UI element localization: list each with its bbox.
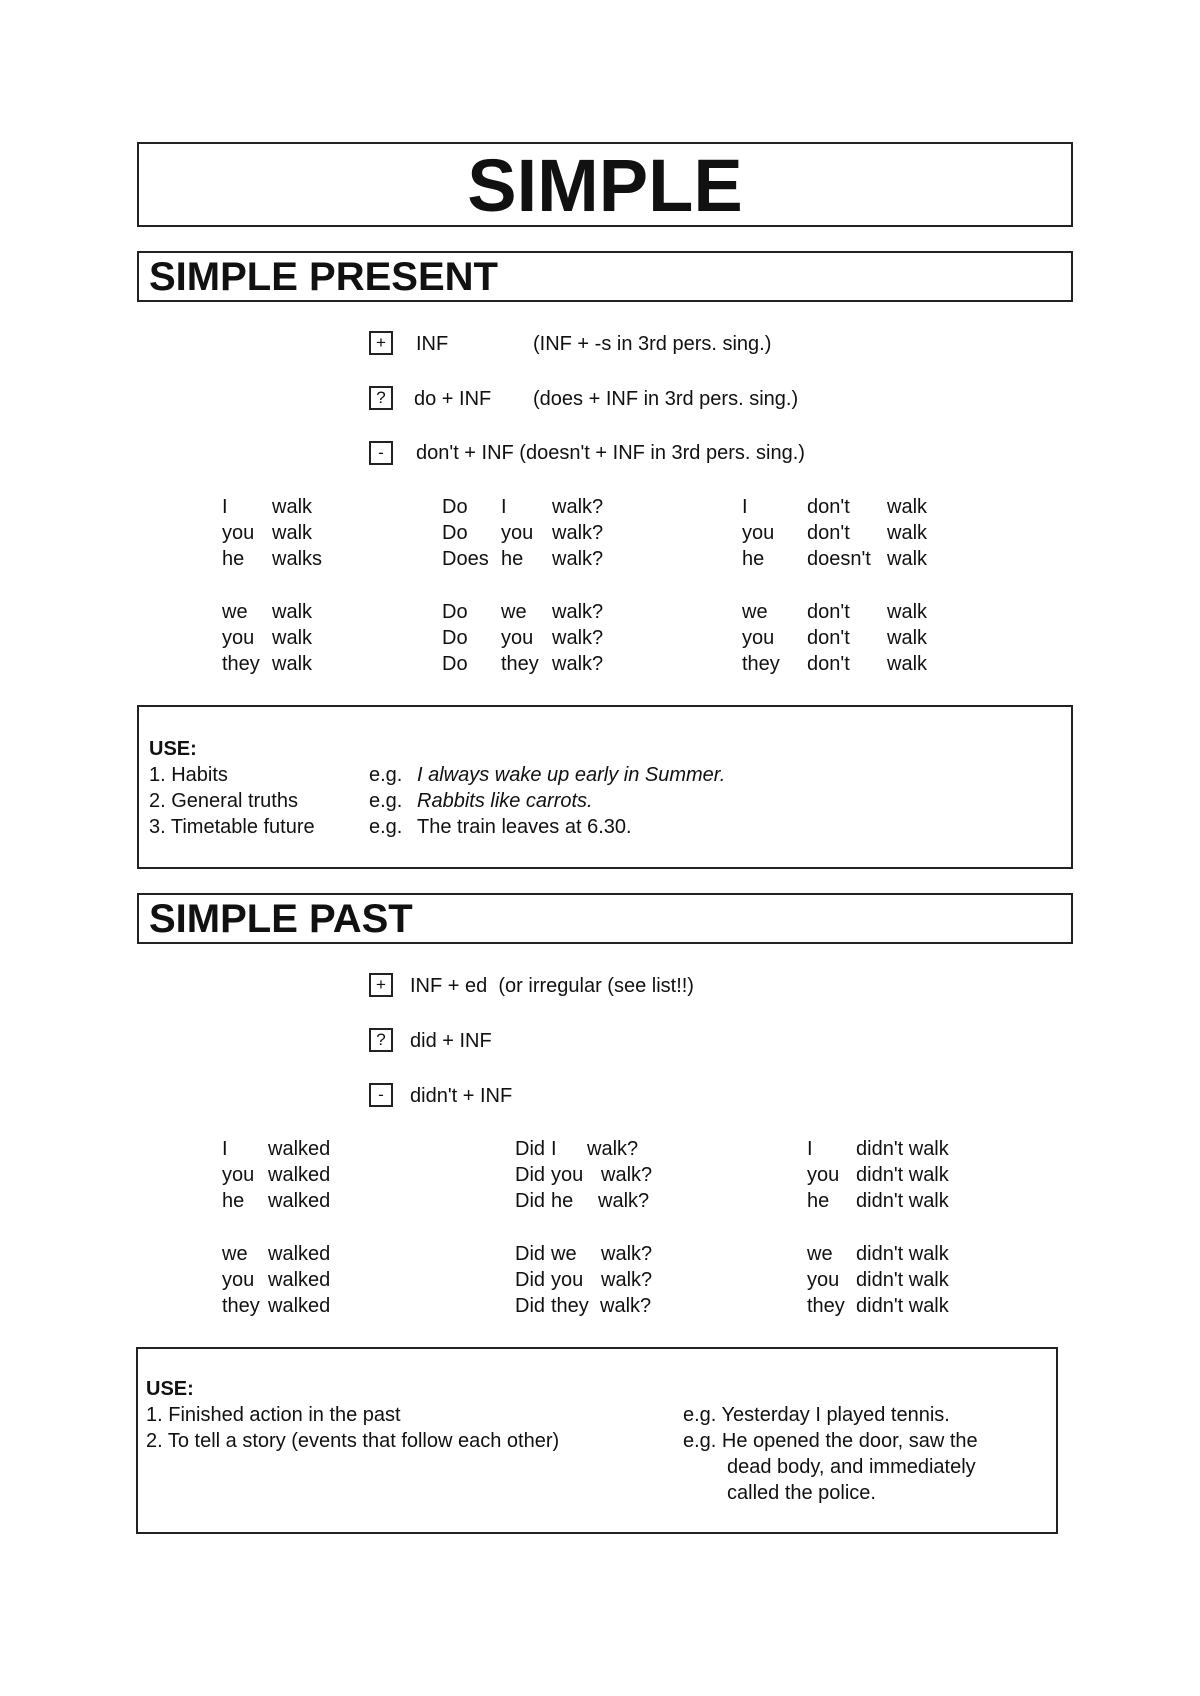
verb: walk [887, 601, 928, 623]
verb: walked [268, 1269, 331, 1291]
verb: walk [887, 548, 928, 570]
pronoun: they [551, 1295, 589, 1317]
verb: walk [887, 627, 928, 649]
verb: walk? [587, 1138, 639, 1160]
pronoun: you [807, 1164, 840, 1186]
verb: walk? [552, 522, 604, 544]
verb: walk [272, 522, 313, 544]
verb: didn't walk [856, 1269, 949, 1291]
verb: walked [268, 1243, 331, 1265]
auxiliary: Did [515, 1138, 546, 1160]
verb: walk? [598, 1190, 650, 1212]
pronoun: we [551, 1243, 577, 1265]
verb: walk? [552, 548, 604, 570]
use-item-label: 2. To tell a story (events that follow each other) [146, 1430, 560, 1452]
pronoun: they [222, 653, 260, 675]
pronoun: I [501, 496, 507, 518]
past-rule-formula: did + INF [410, 1030, 492, 1052]
past-rule-formula: didn't + INF [410, 1085, 513, 1107]
verb: didn't walk [856, 1138, 949, 1160]
present-rule-note: (INF + -s in 3rd pers. sing.) [533, 333, 772, 355]
present-rule-formula: INF [416, 333, 449, 355]
past-heading: SIMPLE PAST [149, 897, 413, 941]
verb: walk? [552, 653, 604, 675]
use-example: e.g. He opened the door, saw the [683, 1430, 978, 1452]
pronoun: they [742, 653, 780, 675]
verb: walk? [601, 1243, 653, 1265]
plus-symbol: + [369, 973, 393, 997]
pronoun: I [551, 1138, 557, 1160]
pronoun: you [742, 627, 775, 649]
pronoun: we [501, 601, 527, 623]
pronoun: you [551, 1269, 584, 1291]
pronoun: I [222, 496, 228, 518]
present-heading: SIMPLE PRESENT [149, 255, 498, 299]
verb: walk [272, 496, 313, 518]
use-item-label: 1. Habits [149, 764, 228, 786]
question-symbol: ? [369, 1028, 393, 1052]
verb: walk [887, 522, 928, 544]
past-use-box [136, 1347, 1058, 1534]
use-item-label: 2. General truths [149, 790, 298, 812]
use-example-continuation: called the police. [727, 1482, 876, 1504]
pronoun: they [222, 1295, 260, 1317]
pronoun: you [222, 627, 255, 649]
auxiliary: don't [807, 496, 850, 518]
past-heading-box [137, 893, 1073, 944]
pronoun: we [807, 1243, 833, 1265]
auxiliary: Did [515, 1190, 546, 1212]
pronoun: we [742, 601, 768, 623]
verb: walk [887, 653, 928, 675]
pronoun: he [807, 1190, 830, 1212]
auxiliary: Did [515, 1295, 546, 1317]
pronoun: we [222, 601, 248, 623]
pronoun: you [742, 522, 775, 544]
pronoun: I [742, 496, 748, 518]
auxiliary: Do [442, 601, 468, 623]
verb: walk? [552, 627, 604, 649]
use-eg: e.g. [369, 790, 403, 812]
pronoun: he [551, 1190, 574, 1212]
auxiliary: don't [807, 627, 850, 649]
pronoun: he [222, 548, 245, 570]
use-label: USE: [149, 738, 197, 760]
verb: didn't walk [856, 1164, 949, 1186]
pronoun: I [222, 1138, 228, 1160]
auxiliary: doesn't [807, 548, 871, 570]
pronoun: they [501, 653, 539, 675]
verb: walk? [601, 1269, 653, 1291]
plus-symbol: + [369, 331, 393, 355]
auxiliary: Do [442, 496, 468, 518]
use-example: Rabbits like carrots. [417, 790, 593, 812]
verb: walk? [552, 496, 604, 518]
auxiliary: don't [807, 601, 850, 623]
verb: walked [268, 1164, 331, 1186]
present-rule-note: (does + INF in 3rd pers. sing.) [533, 388, 799, 410]
use-example-continuation: dead body, and immediately [727, 1456, 976, 1478]
use-item-label: 1. Finished action in the past [146, 1404, 401, 1426]
verb: walked [268, 1295, 331, 1317]
pronoun: you [501, 522, 534, 544]
auxiliary: Do [442, 522, 468, 544]
verb: didn't walk [856, 1243, 949, 1265]
auxiliary: Do [442, 627, 468, 649]
use-example: The train leaves at 6.30. [417, 816, 632, 838]
use-eg: e.g. [369, 764, 403, 786]
pronoun: you [222, 1164, 255, 1186]
pronoun: you [551, 1164, 584, 1186]
use-example: e.g. Yesterday I played tennis. [683, 1404, 950, 1426]
minus-symbol: - [369, 441, 393, 465]
pronoun: they [807, 1295, 845, 1317]
verb: walk? [600, 1295, 652, 1317]
pronoun: he [222, 1190, 245, 1212]
pronoun: you [222, 1269, 255, 1291]
pronoun: he [742, 548, 765, 570]
auxiliary: Did [515, 1164, 546, 1186]
present-rule-formula: do + INF [414, 388, 492, 410]
verb: walked [268, 1138, 331, 1160]
auxiliary: don't [807, 522, 850, 544]
present-use-box [137, 705, 1073, 869]
page-title: SIMPLE [467, 144, 743, 227]
auxiliary: Did [515, 1269, 546, 1291]
verb: walk [272, 627, 313, 649]
pronoun: we [222, 1243, 248, 1265]
verb: walked [268, 1190, 331, 1212]
use-eg: e.g. [369, 816, 403, 838]
verb: walk [887, 496, 928, 518]
pronoun: you [501, 627, 534, 649]
present-heading-box [137, 251, 1073, 302]
verb: walk [272, 601, 313, 623]
auxiliary: don't [807, 653, 850, 675]
pronoun: you [222, 522, 255, 544]
minus-symbol: - [369, 1083, 393, 1107]
present-rule-formula: don't + INF (doesn't + INF in 3rd pers. sing.) [416, 442, 805, 464]
past-rule-formula: INF + ed (or irregular (see list!!) [410, 975, 694, 997]
verb: walk? [552, 601, 604, 623]
question-symbol: ? [369, 386, 393, 410]
verb: didn't walk [856, 1190, 949, 1212]
auxiliary: Did [515, 1243, 546, 1265]
verb: didn't walk [856, 1295, 949, 1317]
title-box [137, 142, 1073, 227]
auxiliary: Does [442, 548, 489, 570]
verb: walk? [601, 1164, 653, 1186]
pronoun: you [807, 1269, 840, 1291]
auxiliary: Do [442, 653, 468, 675]
verb: walks [272, 548, 323, 570]
pronoun: I [807, 1138, 813, 1160]
use-label: USE: [146, 1378, 194, 1400]
use-example: I always wake up early in Summer. [417, 764, 726, 786]
verb: walk [272, 653, 313, 675]
use-item-label: 3. Timetable future [149, 816, 315, 838]
pronoun: he [501, 548, 524, 570]
